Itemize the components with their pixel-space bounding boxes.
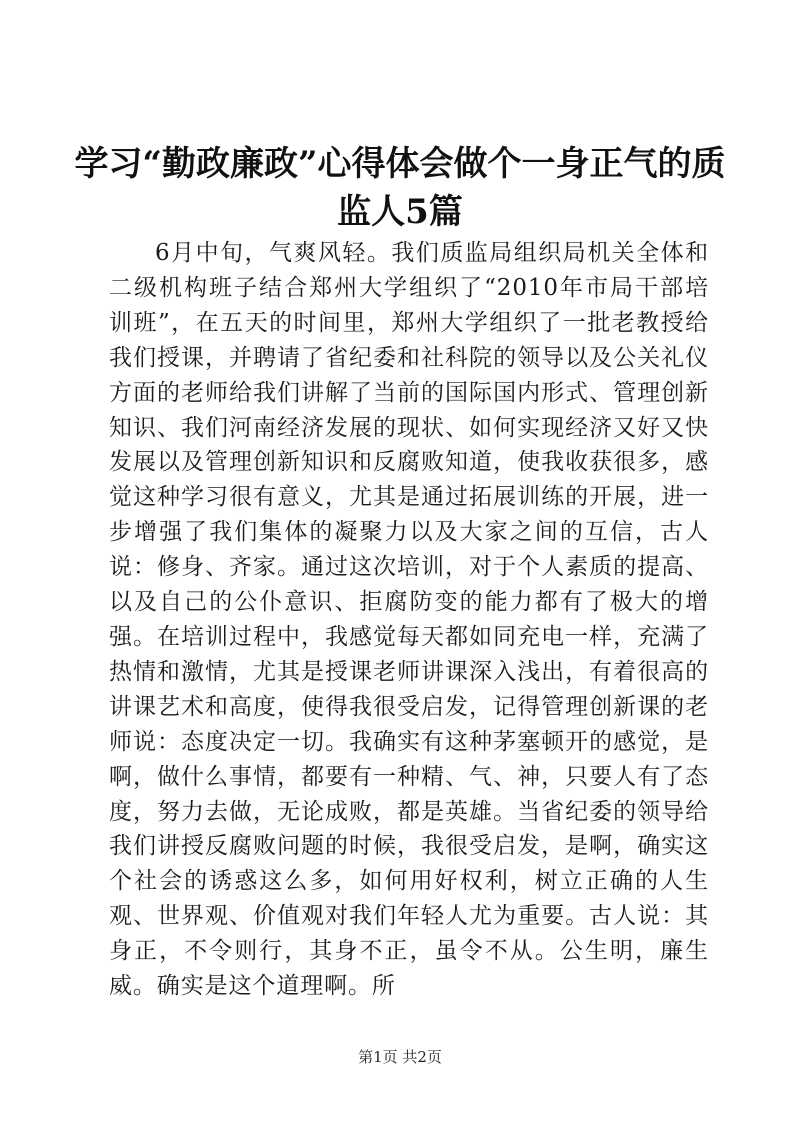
body-paragraph: 6月中旬，气爽风轻。我们质监局组织局机关全体和二级机构班子结合郑州大学组织了“2010年市局干部培训班”，在五天的时间里，郑州大学组织了一批老教授给我们授课，并聘请了省纪委和社科院的领导以及公关礼仪方面的老师给我们讲解了当前的国际国内形式、管理创新知识、我们河南经济发展的现状、如何实现经济又好又快发展以及管理创新知识和反腐败知道，使我收获很多，感觉这种学习很有意义，尤其是通过拓展训练的开展，进一步增强了我们集体的凝聚力以及大家之间的互信，古人说：修身、齐家。通过这次培训，对于个人素质的提高、以及自己的公仆意识、拒腐防变的能力都有了极大的增强。在培训过程中，我感觉每天都如同充电一样，充满了热情和激情，尤其是授课老师讲课深入浅出，有着很高的讲课艺术和高度，使得我很受启发，记得管理创新课的老师说：态度决定一切。我确实有这种茅塞顿开的感觉，是啊，做什么事情，都要有一种精、气、神，只要人有了态度，努力去做，无论成败，都是英雄。当省纪委的领导给我们讲授反腐败问题的时候，我很受启发，是啊，确实这个社会的诱惑这么多，如何用好权利，树立正确的人生观、世界观、价值观对我们年轻人尤为重要。古人说：其身正，不令则行，其身不正，虽令不从。公生明，廉生威。确实是这个道理啊。所 <box>109 240 709 1000</box>
page-indicator: 第1页 共2页 <box>358 1048 442 1066</box>
document-title: 学习“勤政廉政”心得体会做个一身正气的质监人5篇 <box>74 144 726 232</box>
